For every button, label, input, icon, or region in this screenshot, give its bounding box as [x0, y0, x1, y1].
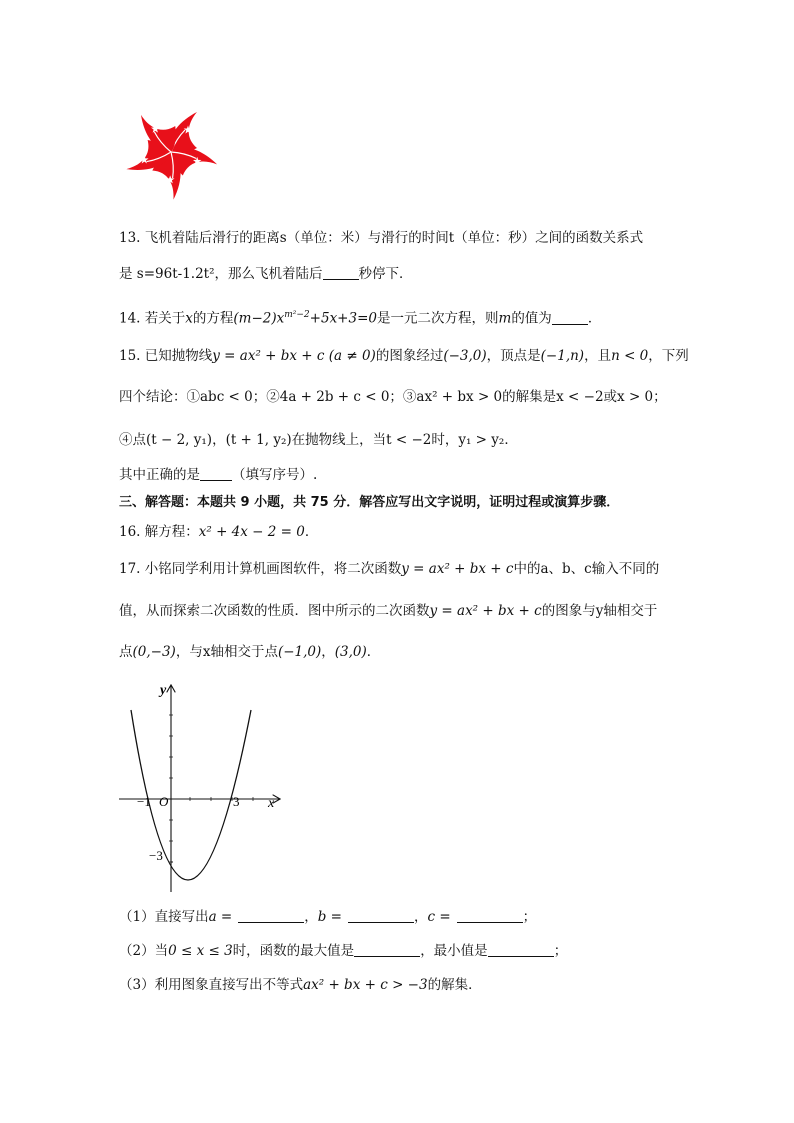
q15-line2: 四个结论：①abc < 0；②4a + 2b + c < 0；③ax² + bx > 0的解集是x < −2或x > 0；	[119, 389, 667, 405]
parabola-graph	[115, 680, 285, 895]
q14-var-m: m	[498, 310, 512, 327]
q13-line1: 13. 飞机着陆后滑行的距离s（单位：米）与滑行的时间t（单位：秒）之间的函数关系式	[119, 230, 644, 246]
q17-text-line2-a: 值，从而探索二次函数的性质．图中所示的二次函数	[119, 603, 430, 619]
q17-sub3-text-c: 的解集．	[427, 977, 482, 993]
q15-condition: n < 0	[611, 348, 649, 364]
q17-line2	[119, 601, 657, 621]
q14-answer-blank[interactable]	[552, 310, 588, 325]
q14-var-x: x	[185, 310, 193, 327]
q17-sub3	[119, 975, 482, 995]
q15-text-a: 15. 已知抛物线	[119, 348, 213, 364]
q17-sub2-text-c: 时，函数的最大值是	[232, 943, 355, 959]
q15-line4	[119, 465, 317, 485]
q14-text-a: 14. 若关于	[119, 310, 186, 327]
q17-point-y-intercept: (0,−3)	[132, 644, 176, 660]
q17-sub1-a-label: a =	[208, 909, 233, 925]
q17-answer-c-blank[interactable]	[457, 908, 523, 923]
bauhinia-flower-logo	[112, 100, 230, 204]
q17-sub2-text-d: ，最小值是	[420, 943, 488, 959]
q14-text-i: ．	[587, 310, 602, 327]
q17-function-expr-2: y = ax² + bx + c	[429, 603, 542, 619]
q17-answer-max-blank[interactable]	[354, 942, 420, 957]
q15-answer-blank[interactable]	[200, 466, 232, 481]
q16-equation: x² + 4x − 2 = 0	[198, 524, 305, 540]
tick-label-neg1: −1	[137, 794, 151, 809]
q15-text-answer-suffix: （填写序号）.	[232, 467, 318, 483]
q15-parabola-expr: y = ax² + bx + c (a ≠ 0)	[212, 348, 376, 364]
q13-line2	[119, 264, 413, 284]
q17-sub1-end: ；	[522, 909, 537, 925]
q14-expr-exponent: m²−2	[284, 310, 310, 320]
q15-line1	[119, 346, 689, 366]
q14-line	[119, 305, 601, 329]
q13-text-a: 是 s=96t-1.2t²，那么飞机着陆后	[119, 266, 323, 282]
y-axis-label: y	[160, 683, 167, 698]
q17-text-a: 17. 小铭同学利用计算机画图软件，将二次函数	[119, 561, 402, 577]
q17-line3	[119, 642, 380, 662]
origin-label: O	[159, 794, 169, 809]
q17-sub1-c-label: c =	[427, 909, 451, 925]
q15-text-i: ，下列	[648, 348, 689, 364]
q16-line	[119, 522, 318, 542]
q13-text-b: 秒停下．	[358, 266, 413, 282]
q14-text-h: 的值为	[511, 310, 552, 327]
q17-sub3-text-a: （3）利用图象直接写出不等式	[119, 977, 304, 993]
q17-sub3-inequality: ax² + bx + c > −3	[303, 977, 428, 993]
section-3-heading: 三、解答题：本题共 9 小题，共 75 分．解答应写出文字说明，证明过程或演算步骤．	[119, 495, 620, 510]
tick-label-neg3: −3	[149, 848, 163, 863]
q17-point-root-1: (−1,0)	[277, 644, 322, 660]
q17-sub2	[119, 941, 567, 961]
q15-line3: ④点(t − 2, y₁)，(t + 1, y₂)在抛物线上，当t < −2时，y₁ > y₂．	[119, 432, 518, 448]
q17-text-line3-a: 点	[119, 644, 133, 660]
q17-answer-a-blank[interactable]	[238, 908, 304, 923]
q14-text-c: 的方程	[192, 310, 234, 327]
q16-text-a: 16. 解方程：	[119, 524, 199, 540]
q17-sub1-sep2: ，	[414, 909, 428, 925]
q16-text-c: ．	[304, 524, 319, 540]
q15-text-g: ，且	[584, 348, 612, 364]
q17-function-expr: y = ax² + bx + c	[401, 561, 514, 577]
q13-answer-blank[interactable]	[323, 265, 359, 280]
q14-expr-base: (m−2)x	[233, 310, 285, 327]
q15-text-e: ，顶点是	[486, 348, 541, 364]
q17-answer-min-blank[interactable]	[488, 942, 554, 957]
q17-text-line3-e: ，	[321, 644, 335, 660]
q17-text-line3-c: ，与x轴相交于点	[175, 644, 278, 660]
q17-sub2-range: 0 ≤ x ≤ 3	[168, 943, 233, 959]
q17-sub1-b-label: b =	[317, 909, 342, 925]
q14-expr-rest: +5x+3=0	[309, 310, 377, 327]
q17-sub1-text: （1）直接写出	[119, 909, 209, 925]
q15-text-answer-prefix: 其中正确的是	[119, 467, 200, 483]
q17-answer-b-blank[interactable]	[348, 908, 414, 923]
q17-text-line3-g: ．	[366, 644, 381, 660]
x-axis-label: x	[268, 796, 275, 811]
q17-sub2-end: ；	[553, 943, 568, 959]
q17-point-root-2: (3,0)	[334, 644, 367, 660]
axis-ticks	[169, 715, 253, 862]
q15-point: (−3,0)	[443, 348, 487, 364]
q17-line1	[119, 559, 659, 579]
tick-label-3: 3	[233, 794, 240, 809]
q14-text-f: 是一元二次方程，则	[377, 310, 499, 327]
q15-text-c: 的图象经过	[375, 348, 444, 364]
q17-sub2-text-a: （2）当	[119, 943, 169, 959]
q17-sub1	[119, 907, 536, 927]
q15-vertex: (−1,n)	[540, 348, 585, 364]
q17-text-line2-c: 的图象与y轴相交于	[541, 603, 658, 619]
q17-text-c: 中的a、b、c输入不同的	[513, 561, 660, 577]
q17-sub1-sep1: ，	[304, 909, 318, 925]
